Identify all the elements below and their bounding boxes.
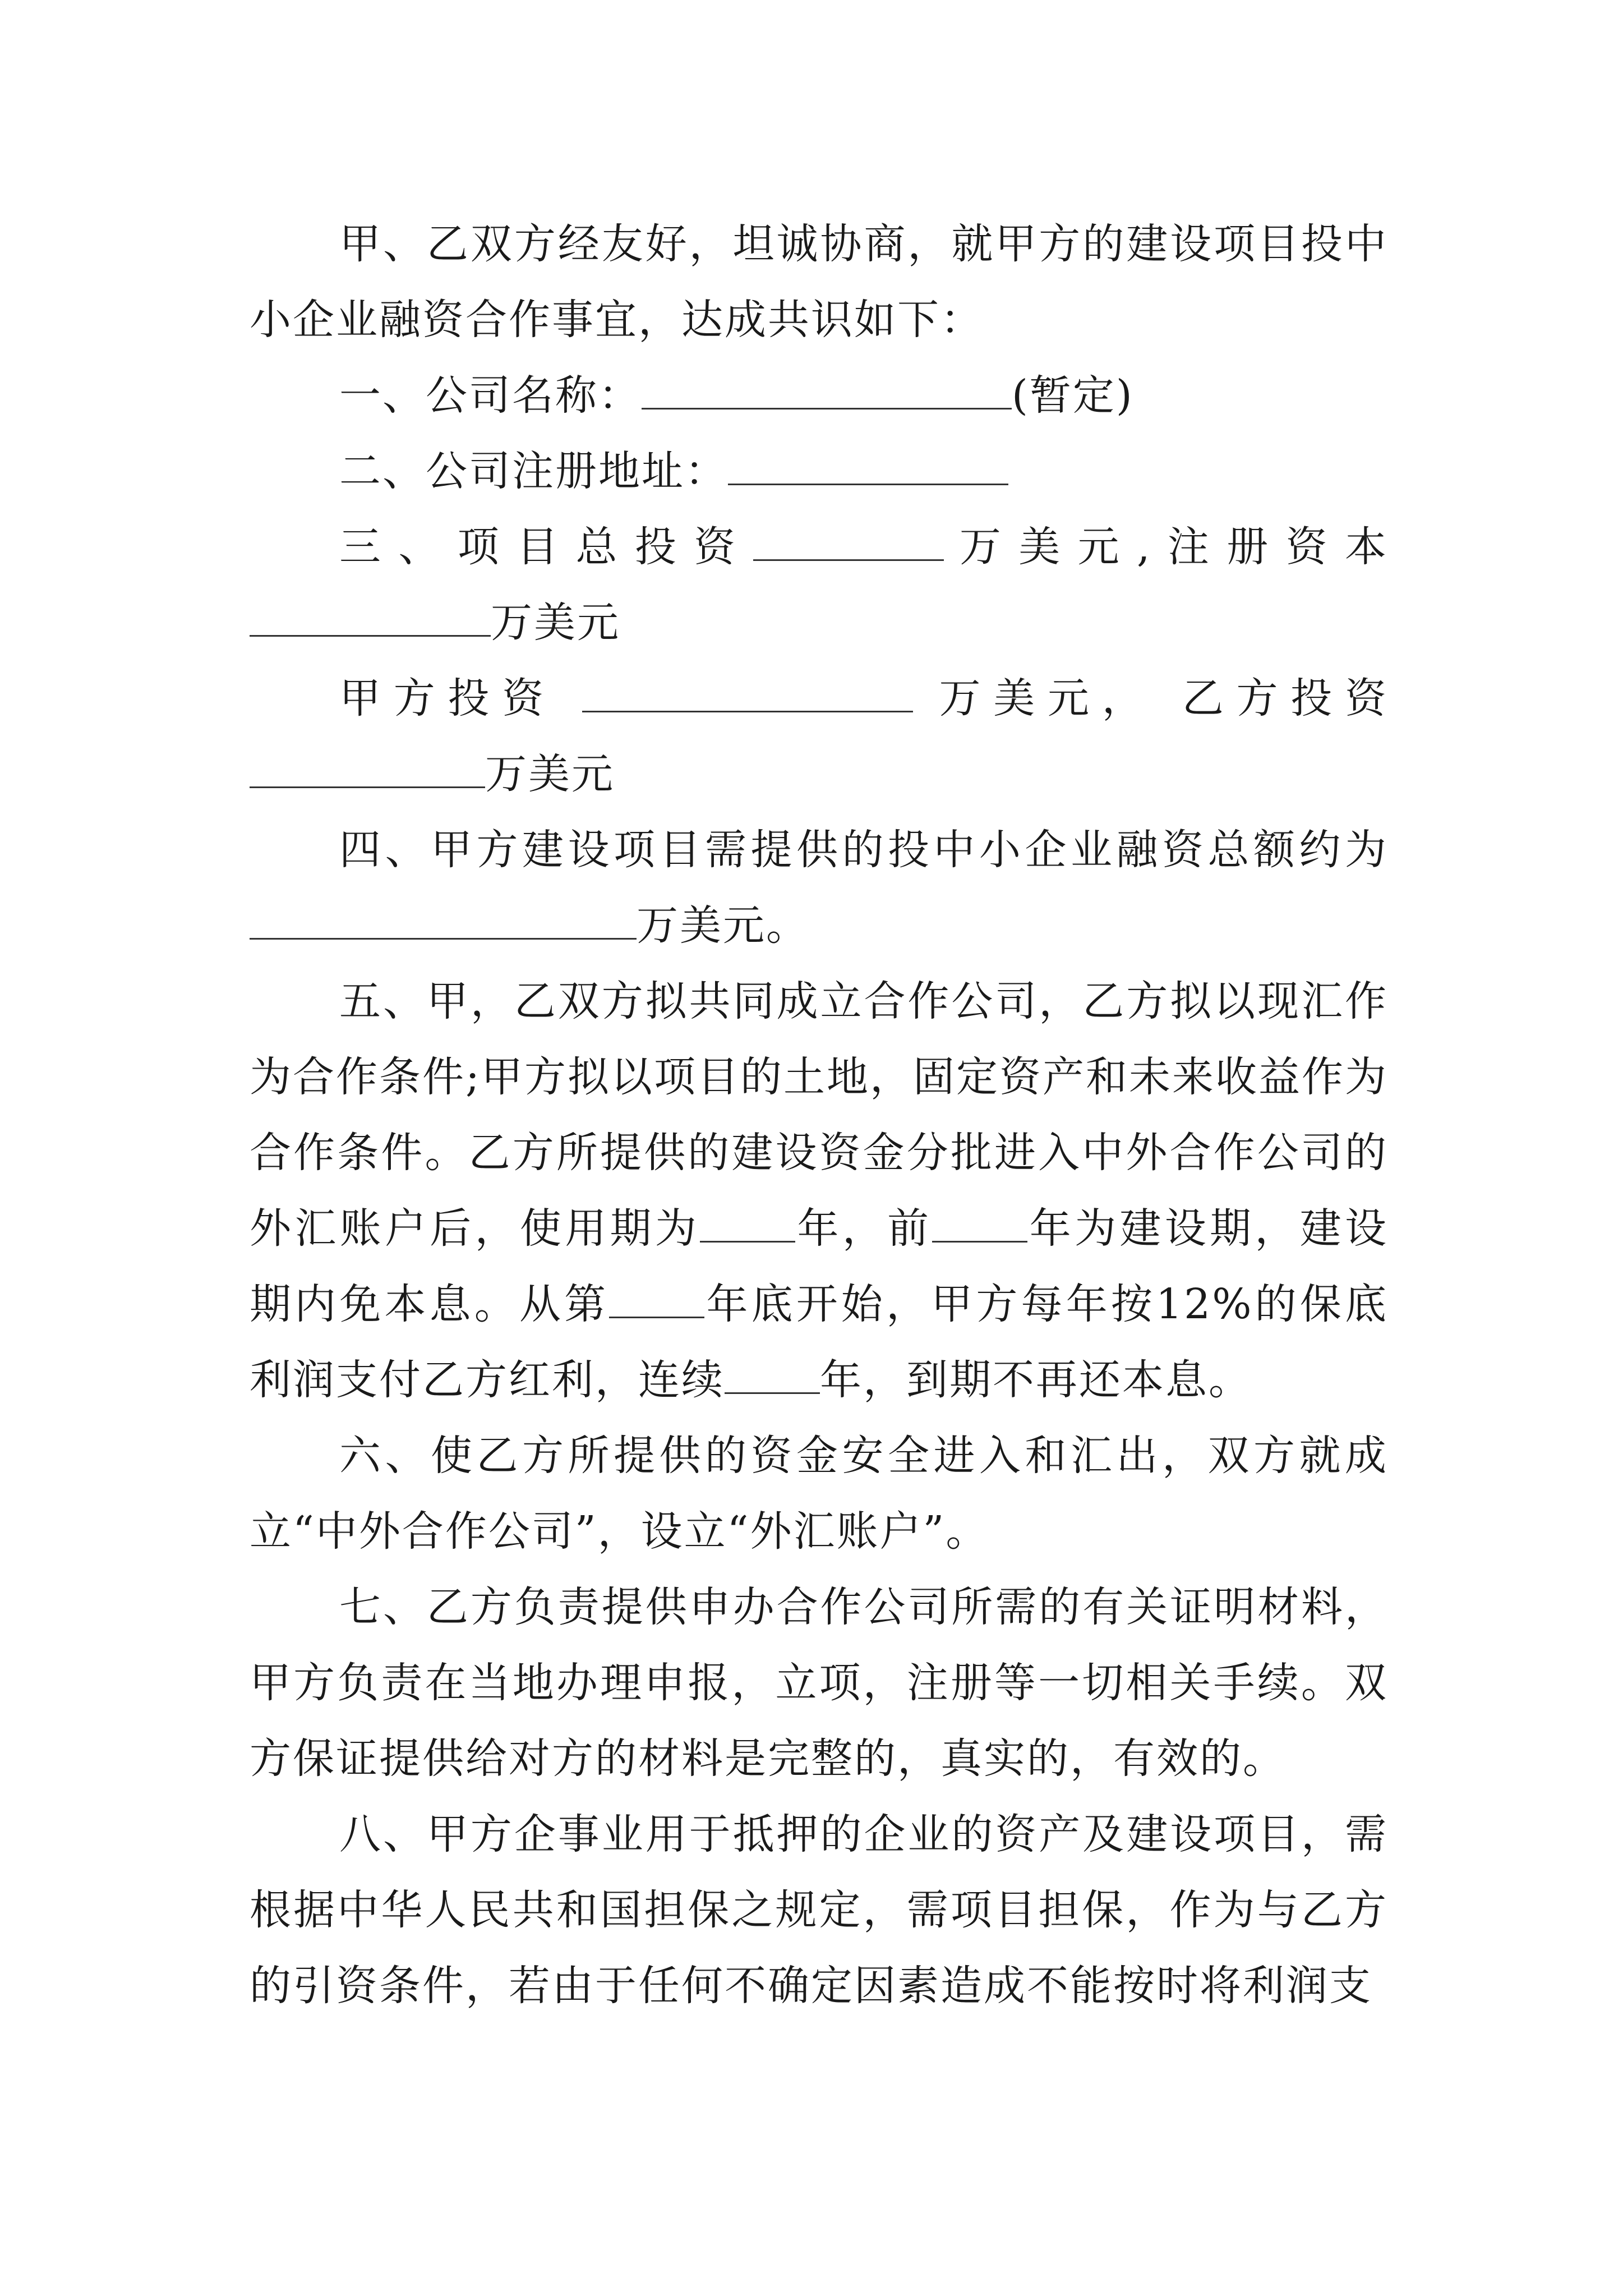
cooperation-terms-part1: 五、甲，乙双方拟共同成立合作公司，乙方拟以现汇作为合作条件;甲方拟以项目的土地，固定资产和未来收益作为合作条件。乙方所提供的建设资金分批进入中外合作公司的外汇账户后，使用期为: [250, 977, 1388, 1253]
item-registered-address: [250, 434, 1388, 509]
company-name-blank: [642, 371, 1012, 409]
registered-capital-unit: 万美元: [491, 599, 620, 647]
party-b-investment-label: 乙方投资: [1182, 674, 1389, 723]
party-b-investment-line: [250, 737, 1388, 812]
item-company-name: [250, 358, 1388, 434]
item-collateral: 八、甲方企事业用于抵押的企业的资产及建设项目，需根据中华人民共和国担保之规定，需项目担保，作为与乙方的引资条件，若由于任何不确定因素造成不能按时将利润支: [250, 1810, 1388, 2010]
registered-address-blank: [728, 447, 1008, 485]
total-investment-unit: 万美元,注册资本: [943, 523, 1389, 571]
financing-total-text: 四、甲方建设项目需提供的投中小企业融资总额约为: [339, 826, 1388, 874]
party-a-investment-unit: 万美元，: [939, 674, 1156, 723]
item-total-investment: [250, 509, 1388, 661]
usage-period-blank: [700, 1204, 795, 1243]
cooperation-terms-part2: 年，前: [795, 1204, 933, 1253]
party-a-investment-blank: [582, 674, 913, 712]
party-b-investment-blank: [250, 749, 485, 788]
item-documentation: 七、乙方负责提供申办合作公司所需的有关证明材料，甲方负责在当地办理申报，立项，注册等一切相关手续。双方保证提供给对方的材料是完整的，真实的，有效的。: [250, 1583, 1388, 1783]
party-investment-line: [250, 661, 1388, 737]
company-name-label: 一、公司名称：: [339, 371, 642, 420]
item-financing-total: [250, 812, 1388, 964]
intro-paragraph: 甲、乙双方经友好，坦诚协商，就甲方的建设项目投中小企业融资合作事宜，达成共识如下：: [250, 220, 1388, 344]
cooperation-terms-part3: 年为建设期，建设期内免本息。从第: [250, 1204, 1389, 1328]
item-cooperation-terms: [250, 964, 1388, 1418]
consecutive-years-blank: [725, 1355, 820, 1394]
party-b-investment-unit: 万美元: [485, 750, 615, 798]
item-fund-security: 六、使乙方所提供的资金安全进入和汇出，双方就成立“中外合作公司”，设立“外汇账户”。: [250, 1432, 1388, 1556]
registered-capital-blank: [250, 598, 491, 637]
cooperation-terms-part5: 年，到期不再还本息。: [820, 1356, 1252, 1404]
party-a-investment-label: 甲方投资: [339, 674, 556, 723]
cooperation-terms-part4: 年底开始，甲方每年按12%的保底利润支付乙方红利，连续: [250, 1280, 1388, 1404]
registered-address-label: 二、公司注册地址：: [339, 447, 728, 495]
start-year-blank: [609, 1280, 704, 1318]
total-investment-label: 三、项目总投资: [339, 523, 753, 571]
total-investment-blank: [753, 522, 944, 561]
financing-total-blank: [250, 901, 637, 940]
company-name-suffix: (暂定): [1012, 371, 1134, 420]
financing-total-unit: 万美元。: [637, 901, 809, 950]
construction-period-blank: [932, 1204, 1027, 1243]
agreement-body: [250, 206, 1388, 2024]
